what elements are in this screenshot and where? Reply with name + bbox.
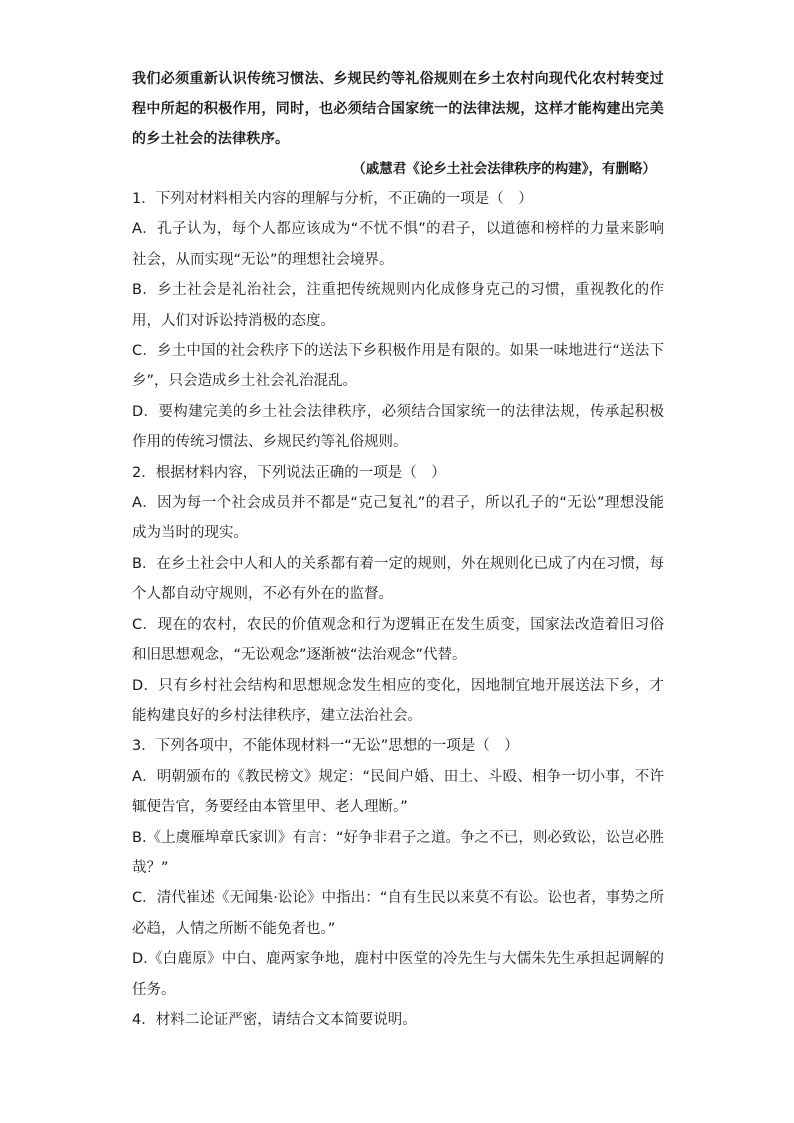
question-1-option-c: C．乡土中国的社会秩序下的送法下乡积极作用是有限的。如果一味地进行“送法下乡”，只会造成乡土社会礼治混乱。 bbox=[132, 343, 664, 390]
question-2-option-a: A．因为每一个社会成员并不都是“克己复礼”的君子，所以孔子的“无讼”理想没能成为当时的现实。 bbox=[132, 495, 664, 542]
question-3-stem: 3．下列各项中，不能体现材料一“无讼”思想的一项是（ ） bbox=[132, 738, 519, 755]
question-2-option-d: D．只有乡村社会结构和思想规念发生相应的变化，因地制宜地开展送法下乡，才能构建良好的乡村法律秩序，建立法治社会。 bbox=[132, 677, 664, 724]
question-2 bbox=[132, 458, 664, 732]
question-4 bbox=[132, 1005, 664, 1035]
question-2-stem: 2．根据材料内容，下列说法正确的一项是（ ） bbox=[132, 464, 446, 481]
question-3-option-d: D.《白鹿原》中白、鹿两家争地，鹿村中医堂的冷先生与大儒朱先生承担起调解的任务。 bbox=[132, 951, 664, 998]
question-1-option-d: D．要构建完美的乡土社会法律秩序，必须结合国家统一的法律法规，传承起积极作用的传统习惯法、乡规民约等礼俗规则。 bbox=[132, 403, 664, 451]
question-4-stem: 4．材料二论证严密，请结合文本简要说明。 bbox=[132, 1011, 417, 1028]
passage-text: 我们必须重新认识传统习惯法、乡规民约等礼俗规则在乡土农村向现代化农村转变过程中所起的积极作用，同时，也必须结合国家统一的法律法规，这样才能构建出完美的乡土社会的法律秩序。 bbox=[132, 71, 664, 147]
question-1 bbox=[132, 184, 664, 458]
question-1-option-b: B．乡土社会是礼治社会，注重把传统规则内化成修身克己的习惯，重视教化的作用，人们对诉讼持消极的态度。 bbox=[132, 282, 664, 329]
passage-source: （戚慧君《论乡土社会法律秩序的构建》，有删略） bbox=[352, 161, 656, 177]
question-1-option-a: A．孔子认为，每个人都应该成为“不忧不惧”的君子，以道德和榜样的力量来影响社会，从而实现“无讼”的理想社会境界。 bbox=[132, 221, 664, 268]
question-2-option-c: C．现在的农村，农民的价值观念和行为逻辑正在发生质变，国家法改造着旧习俗和旧思想观念，“无讼观念”逐渐被“法治观念”代替。 bbox=[132, 616, 664, 664]
question-3 bbox=[132, 731, 664, 1005]
question-2-option-b: B．在乡土社会中人和人的关系都有着一定的规则，外在规则化已成了内在习惯，每个人都自动守规则，不必有外在的监督。 bbox=[132, 555, 664, 603]
question-3-option-a: A．明朝颁布的《教民榜文》规定：“民间户婚、田土、斗殴、相争一切小事，不许辄便告官，务要经由本管里甲、老人理断。” bbox=[132, 768, 664, 816]
question-1-stem: 1．下列对材料相关内容的理解与分析，不正确的一项是（ ） bbox=[132, 191, 533, 207]
question-3-option-c: C．清代崔述《无闻集·讼论》中指出：“自有生民以来莫不有讼。讼也者，事势之所必趋，人情之所断不能免者也。” bbox=[132, 890, 664, 937]
document-page bbox=[132, 64, 664, 1035]
question-3-option-b: B.《上虞雁埠章氏家训》有言：“好争非君子之道。争之不已，则必致讼，讼岂必胜哉？” bbox=[132, 829, 664, 876]
